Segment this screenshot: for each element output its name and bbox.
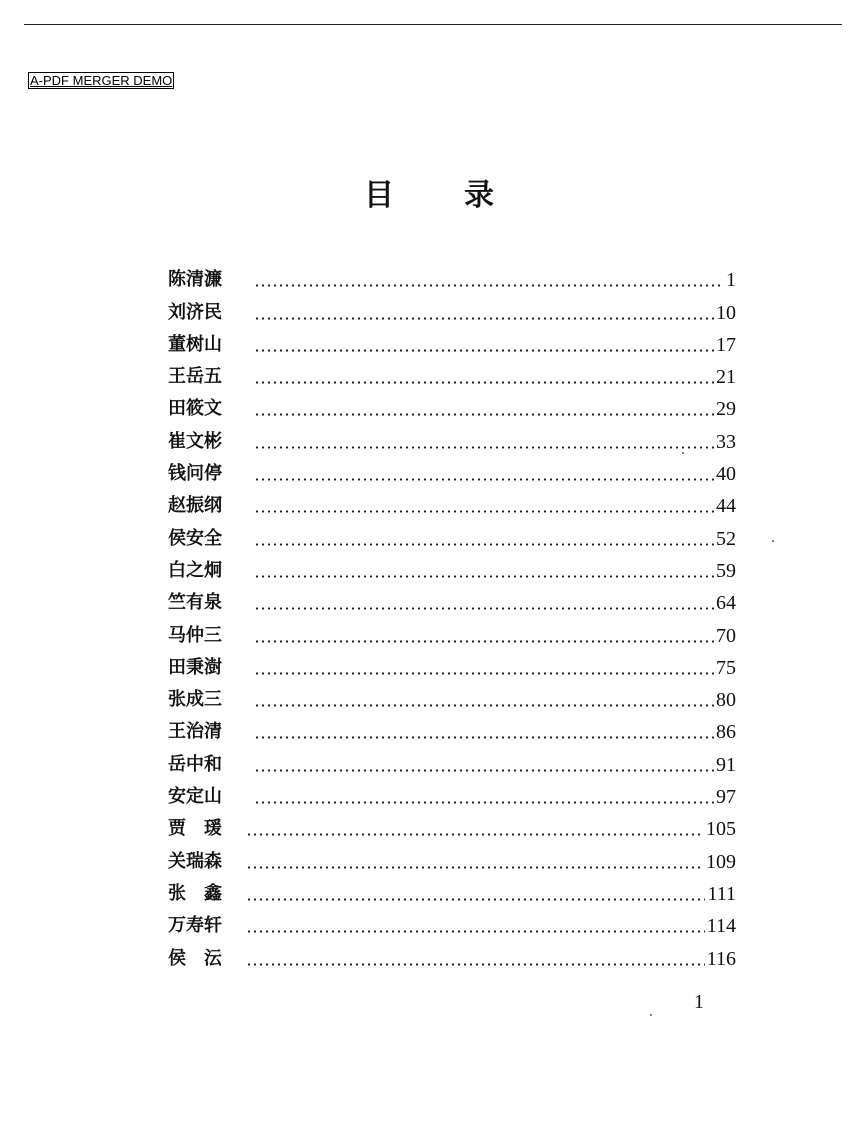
toc-entry — [168, 518, 736, 550]
toc-entry — [168, 906, 736, 938]
toc-entry-name: 田筱文 — [168, 398, 222, 420]
toc-entry-page: 70 — [716, 624, 736, 647]
toc-entry-page: 86 — [716, 721, 736, 744]
title-char-2: 录 — [464, 178, 494, 213]
toc-entry — [168, 648, 736, 680]
toc-entry-name: 侯安全 — [168, 527, 222, 549]
toc-dot-leader — [254, 729, 714, 739]
toc-entry-name: 安定山 — [168, 786, 222, 808]
toc-entry — [168, 841, 736, 873]
toc-entry-name: 王岳五 — [168, 366, 222, 388]
toc-entry-page: 33 — [716, 430, 736, 453]
toc-entry-page: 1 — [726, 269, 736, 292]
toc-entry — [168, 615, 736, 647]
toc-entry-page: 59 — [716, 559, 736, 582]
toc-dot-leader — [254, 633, 714, 643]
toc-entry-page: 114 — [706, 915, 736, 938]
toc-entry-page: 80 — [716, 689, 736, 712]
toc-entry-name: 侯 沄 — [168, 947, 222, 969]
toc-entry-page: 116 — [706, 947, 736, 970]
toc-entry-page: 91 — [716, 753, 736, 776]
toc-entry — [168, 680, 736, 712]
toc-dot-leader — [254, 665, 714, 675]
toc-dot-leader — [246, 923, 705, 933]
page-title — [364, 176, 494, 216]
toc-entry-page: 10 — [716, 301, 736, 324]
toc-entry-name: 崔文彬 — [168, 430, 222, 452]
toc-dot-leader — [254, 503, 714, 513]
toc-entry-page: 52 — [716, 527, 736, 550]
page-number: 1 — [694, 991, 704, 1013]
toc-entry-page: 64 — [716, 592, 736, 615]
toc-entry-page: 29 — [716, 398, 736, 421]
toc-entry-name: 董树山 — [168, 333, 222, 355]
toc-entry — [168, 421, 736, 453]
toc-dot-leader — [254, 536, 714, 546]
toc-entry-name: 马仲三 — [168, 624, 222, 646]
toc-dot-leader — [246, 826, 704, 836]
toc-entry-name: 张 鑫 — [168, 882, 222, 904]
toc-entry-page: 75 — [716, 656, 736, 679]
toc-entry-name: 陈清濂 — [168, 269, 222, 291]
toc-dot-leader — [254, 471, 714, 481]
toc-entry-name: 钱问停 — [168, 463, 222, 485]
toc-entry-name: 张成三 — [168, 689, 222, 711]
toc-entry-page: 40 — [716, 463, 736, 486]
toc-entry-name: 王治清 — [168, 721, 222, 743]
toc-entry — [168, 583, 736, 615]
toc-entry-name: 田秉澍 — [168, 656, 222, 678]
title-char-1: 目 — [364, 178, 394, 213]
toc-dot-leader — [254, 794, 714, 804]
toc-entry — [168, 809, 736, 841]
toc-dot-leader — [246, 859, 704, 869]
toc-dot-leader — [254, 568, 714, 578]
toc-entry-name: 刘济民 — [168, 301, 222, 323]
toc-entry — [168, 454, 736, 486]
toc-entry-name: 竺有泉 — [168, 592, 222, 614]
toc-dot-leader — [254, 406, 714, 416]
toc-entry-name: 赵振纲 — [168, 495, 222, 517]
toc-entry — [168, 938, 736, 970]
toc-entry-page: 44 — [716, 495, 736, 518]
toc-dot-leader — [254, 374, 714, 384]
toc-entry-name: 贾 瑗 — [168, 818, 222, 840]
toc-entry — [168, 389, 736, 421]
toc-entry-page: 97 — [716, 786, 736, 809]
toc-entry-name: 岳中和 — [168, 753, 222, 775]
toc-dot-leader — [254, 310, 714, 320]
toc-entry-name: 万寿轩 — [168, 915, 222, 937]
toc-entry — [168, 325, 736, 357]
scan-speck — [772, 540, 774, 542]
watermark-label: A-PDF MERGER DEMO — [30, 73, 173, 88]
toc-entry — [168, 292, 736, 324]
toc-entry-page: 111 — [707, 882, 736, 905]
toc-dot-leader — [254, 600, 714, 610]
toc-entry-name: 关瑞森 — [168, 850, 222, 872]
toc-dot-leader — [254, 762, 714, 772]
top-rule — [24, 24, 842, 25]
toc-dot-leader — [254, 697, 714, 707]
toc-entry-page: 109 — [706, 850, 736, 873]
toc-entry — [168, 260, 736, 292]
toc-dot-leader — [254, 277, 724, 287]
toc-entry-name: 白之炯 — [168, 559, 222, 581]
toc-entry — [168, 357, 736, 389]
table-of-contents — [168, 260, 736, 971]
toc-entry-page: 105 — [706, 818, 736, 841]
toc-dot-leader — [254, 439, 714, 449]
toc-entry — [168, 874, 736, 906]
toc-entry-page: 21 — [716, 366, 736, 389]
toc-entry — [168, 712, 736, 744]
scan-speck — [650, 1014, 652, 1016]
toc-entry — [168, 777, 736, 809]
toc-entry — [168, 744, 736, 776]
toc-entry-page: 17 — [716, 333, 736, 356]
toc-dot-leader — [246, 956, 705, 966]
toc-entry — [168, 486, 736, 518]
scan-speck — [682, 452, 684, 454]
toc-dot-leader — [246, 891, 705, 901]
toc-entry — [168, 551, 736, 583]
toc-dot-leader — [254, 342, 714, 352]
